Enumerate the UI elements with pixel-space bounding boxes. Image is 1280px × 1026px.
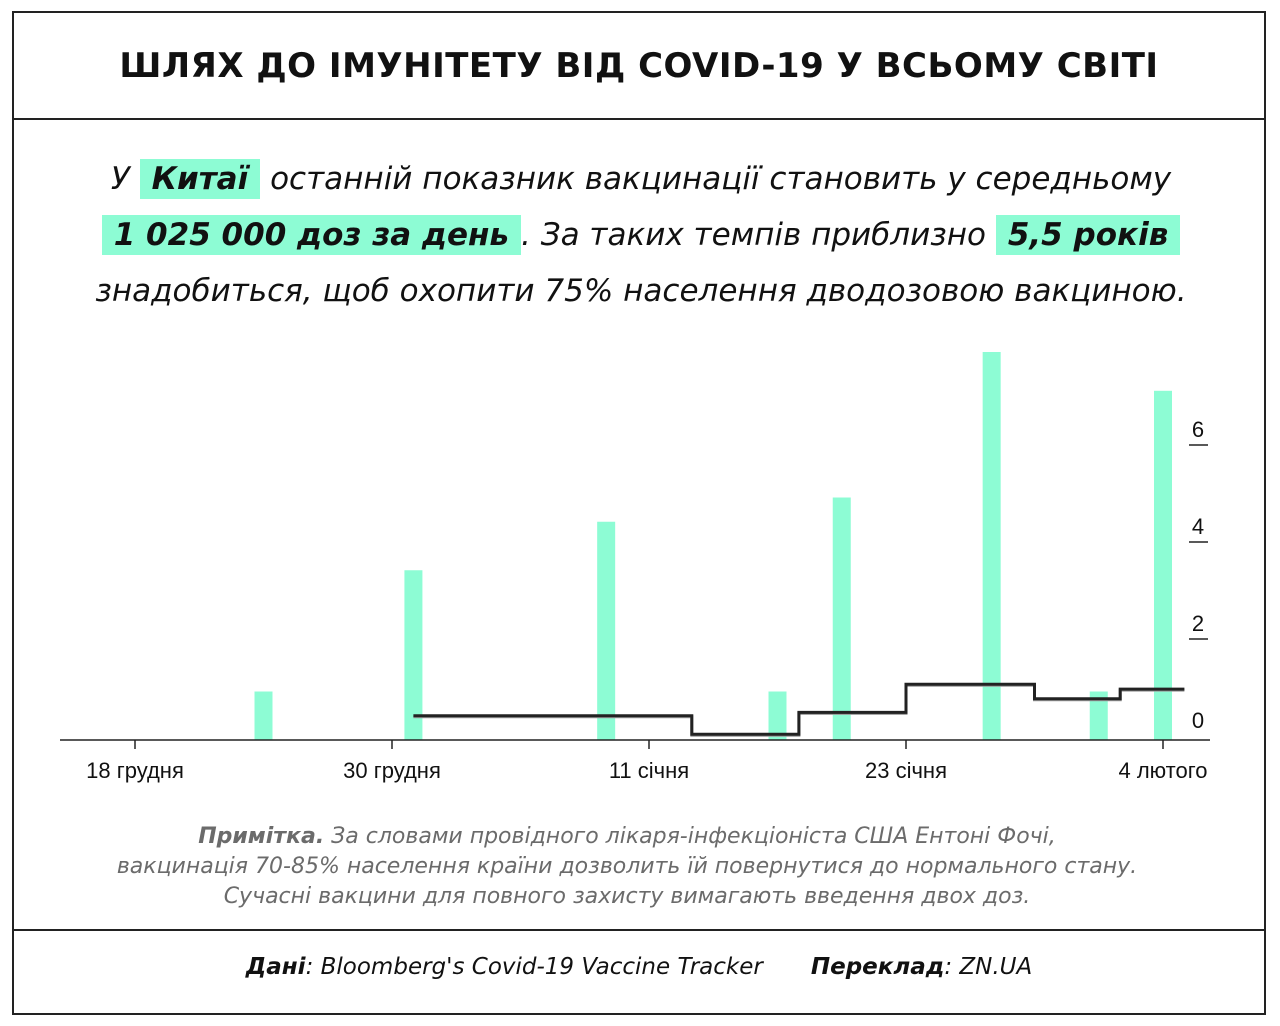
translation-label: Переклад — [810, 953, 945, 980]
lead-part2: останній показник вакцинації становить у середньому — [260, 161, 1172, 197]
y-tick-label-2: 4 — [1191, 514, 1205, 539]
note-text — [0, 822, 1254, 912]
note-line3: Сучасні вакцини для повного захисту вимагають введення двох доз. — [223, 884, 1031, 909]
page-title: ШЛЯХ ДО ІМУНІТЕТУ ВІД COVID-19 У ВСЬОМУ СВІТІ — [119, 45, 1159, 86]
x-tick-label-0: 18 грудня — [86, 758, 184, 783]
x-tick-label-4: 4 лютого — [1118, 758, 1208, 783]
bar-2 — [597, 522, 615, 740]
data-source: : Bloomberg's Covid-19 Vaccine Tracker — [305, 953, 763, 980]
translation-source: : ZN.UA — [944, 953, 1033, 980]
lead-part1: У — [110, 161, 140, 197]
average-line — [413, 684, 1184, 734]
footer — [12, 929, 1266, 1002]
bar-4 — [833, 498, 851, 741]
note-line2: вакцинація 70-85% населення країни дозволить їй повернутися до нормального стану. — [116, 854, 1138, 879]
country-highlight: Китаї — [140, 159, 261, 199]
lead-part4: знадобиться, щоб охопити 75% населення дводозовою вакциною. — [95, 273, 1187, 309]
y-tick-label-1: 2 — [1191, 611, 1205, 636]
bar-0 — [255, 692, 273, 741]
years-highlight: 5,5 років — [996, 215, 1180, 255]
note-line1: За словами провідного лікаря-інфекціоніста США Ентоні Фочі, — [324, 824, 1056, 849]
bar-5 — [983, 352, 1001, 740]
y-tick-label-0: 0 — [1191, 708, 1205, 733]
x-tick-label-2: 11 січня — [608, 758, 690, 783]
x-tick-label-3: 23 січня — [865, 758, 947, 783]
data-label: Дані — [245, 953, 306, 980]
note-label: Примітка. — [198, 824, 325, 849]
lead-part3: . За таких темпів приблизно — [521, 217, 996, 253]
x-tick-label-1: 30 грудня — [343, 758, 441, 783]
doses-highlight: 1 025 000 доз за день — [102, 215, 521, 255]
y-tick-label-3: 6 — [1191, 417, 1205, 442]
